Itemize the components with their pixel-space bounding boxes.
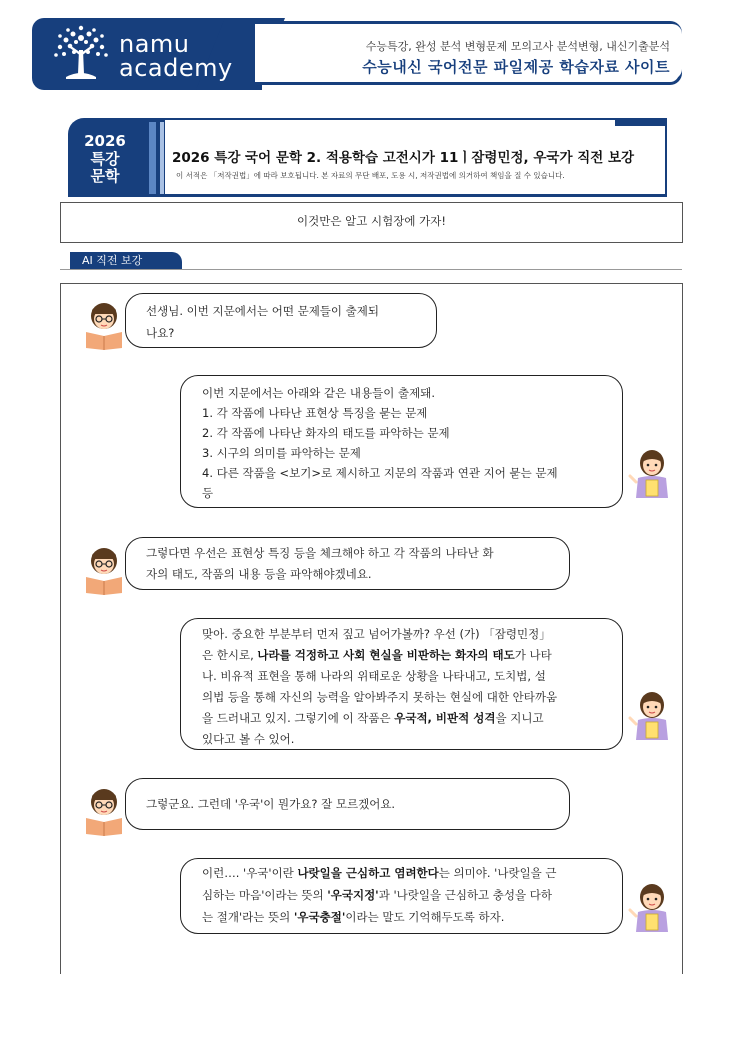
logo-text-namu: namu (119, 30, 190, 58)
dialogue-text: 가 나타 (514, 648, 552, 662)
title-stripe (149, 122, 156, 196)
dialogue-line: 등 (202, 486, 214, 500)
dialogue-line: 맞아. 중요한 부분부터 먼저 짚고 넘어가볼까? 우선 (가) 「잠령민정」 (202, 627, 551, 641)
title-corner-tab (615, 118, 667, 126)
document-title: 2026 특강 국어 문학 2. 적용학습 고전시가 11ㅣ잠령민정, 우국가 직전 보강 (172, 150, 635, 166)
dialogue-text: 은 한시로, (202, 648, 258, 662)
dialogue-line: 나. 비유적 표현을 통해 나라의 위태로운 상황을 나타내고, 도치법, 설 (202, 669, 546, 683)
dialogue-text: 는 의미야. '나랏일을 근 (438, 866, 557, 880)
dialogue-emphasis: 나랏일을 근심하고 염려한다 (297, 866, 439, 880)
banner-site-name: 수능내신 국어전문 파일제공 학습자료 사이트 (362, 58, 670, 76)
badge-subject-line2: 문학 (90, 167, 120, 185)
teacher-avatar-icon (628, 688, 672, 740)
dialogue-text: 과 '나랏일을 근심하고 충성을 다하 (378, 888, 553, 902)
dialogue-line (202, 906, 504, 928)
dialogue-line (202, 862, 557, 884)
dialogue-emphasis: 나라를 걱정하고 사회 현실을 비판하는 화자의 태도 (257, 648, 515, 662)
copyright-notice: 이 서적은 「저작권법」에 따라 보호됩니다. 본 자료의 무단 배포, 도용 시, 저작권법에 의거하여 책임을 질 수 있습니다. (176, 171, 565, 180)
dialogue-line: 자의 태도, 작품의 내용 등을 파악해야겠네요. (146, 567, 372, 581)
title-underline (68, 194, 667, 197)
dialogue-line (202, 884, 552, 906)
dialogue-text: 는 절개'라는 뜻의 (202, 910, 294, 924)
badge-subject-line1: 특강 (90, 150, 120, 168)
dialogue-line: 1. 각 작품에 나타난 표현상 특징을 묻는 문제 (202, 406, 428, 420)
dialogue-line: 3. 시구의 의미를 파악하는 문제 (202, 446, 361, 460)
dialogue-line: 이번 지문에서는 아래와 같은 내용들이 출제돼. (202, 386, 436, 400)
dialogue-line: 2. 각 작품에 나타난 화자의 태도를 파악하는 문제 (202, 426, 450, 440)
dialogue-emphasis: '우국지정' (327, 888, 379, 902)
badge-year: 2026 (84, 132, 126, 150)
dialogue-line: 그렇군요. 그런데 '우국'이 뭔가요? 잘 모르겠어요. (146, 797, 396, 811)
banner-tagline: 수능특강, 완성 분석 변형문제 모의고사 분석변형, 내신기출분석 (365, 40, 670, 53)
intro-text: 이것만은 알고 시험장에 가자! (297, 214, 446, 228)
dialogue-emphasis: '우국충절' (293, 910, 346, 924)
dialogue-text: 을 드러내고 있지. 그렇기에 이 작품은 (202, 711, 395, 725)
dialogue-text: 이라는 말도 기억해두도록 하자. (345, 910, 505, 924)
dialogue-line: 나요? (146, 326, 175, 340)
dialogue-text: 심하는 마음'이라는 뜻의 (202, 888, 328, 902)
tree-logo-icon (46, 22, 116, 84)
logo-text-academy: academy (119, 54, 233, 82)
student-avatar-icon (82, 784, 126, 836)
dialogue-line: 의법 등을 통해 자신의 능력을 알아봐주지 못하는 현실에 대한 안타까움 (202, 690, 558, 704)
dialogue-line (202, 644, 552, 666)
dialogue-line: 선생님. 이번 지문에서는 어떤 문제들이 출제되 (146, 304, 380, 318)
title-stripe (160, 122, 164, 196)
section-divider (60, 269, 682, 270)
teacher-avatar-icon (628, 880, 672, 932)
dialogue-text: 을 지니고 (495, 711, 544, 725)
dialogue-text: 이런…. '우국'이란 (202, 866, 298, 880)
teacher-avatar-icon (628, 446, 672, 498)
dialogue-line: 그렇다면 우선은 표현상 특징 등을 체크해야 하고 각 작품의 나타난 화 (146, 546, 494, 560)
dialogue-line: 4. 다른 작품을 <보기>로 제시하고 지문의 작품과 연관 지어 묻는 문제 (202, 466, 558, 480)
dialogue-emphasis: 우국적, 비판적 성격 (394, 711, 496, 725)
dialogue-line: 있다고 볼 수 있어. (202, 732, 295, 746)
student-avatar-icon (82, 543, 126, 595)
section-label: AI 직전 보강 (70, 252, 182, 270)
student-avatar-icon (82, 298, 126, 350)
dialogue-line (202, 707, 544, 729)
